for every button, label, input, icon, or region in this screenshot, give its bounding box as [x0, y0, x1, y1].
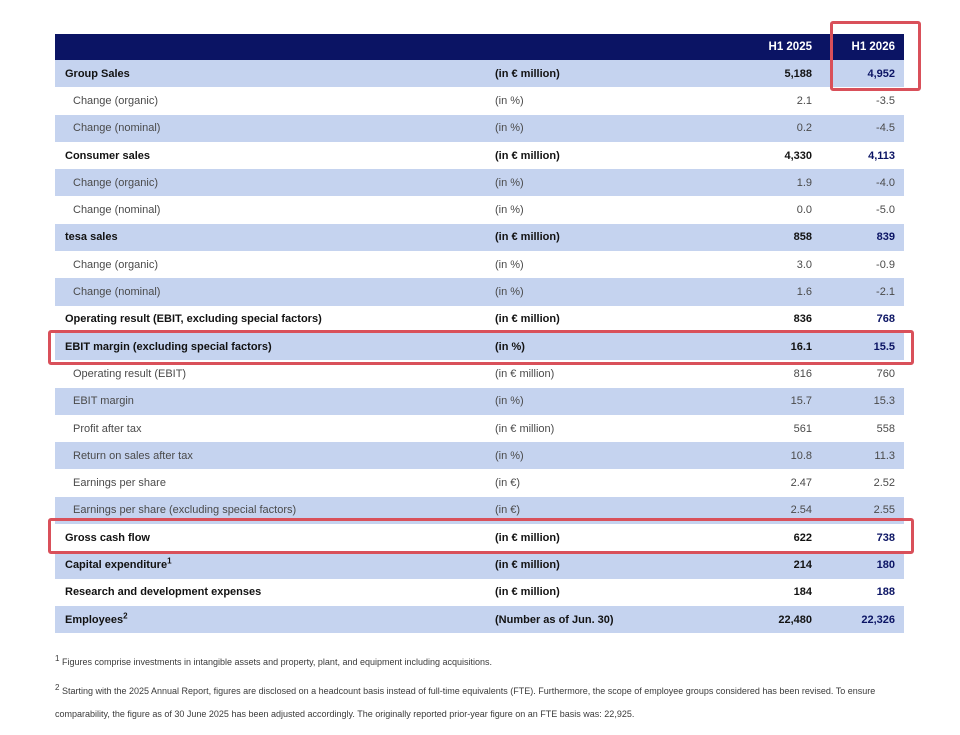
value-h1-2025: 214	[732, 551, 822, 578]
table-row	[55, 333, 904, 360]
table-row	[55, 551, 904, 578]
row-label-cell	[55, 333, 485, 360]
row-label: Gross cash flow	[65, 531, 150, 544]
value-h1-2026: 839	[822, 224, 904, 251]
footnote-marker: 2	[55, 683, 60, 692]
value-h1-2026: 11.3	[822, 442, 904, 469]
table-row	[55, 388, 904, 415]
row-unit: (in €)	[485, 469, 732, 496]
value-h1-2026: 738	[822, 524, 904, 551]
value-h1-2026: -5.0	[822, 196, 904, 223]
row-label: Return on sales after tax	[73, 449, 193, 462]
row-label-cell	[55, 115, 485, 142]
value-h1-2025: 1.9	[732, 169, 822, 196]
row-label: Change (nominal)	[73, 286, 161, 299]
footnote-text: Figures comprise investments in intangible assets and property, plant, and equipment including acquisitions.	[61, 657, 493, 667]
row-label: Change (nominal)	[73, 204, 161, 217]
value-h1-2025: 561	[732, 415, 822, 442]
row-label-cell	[55, 579, 485, 606]
row-unit: (in € million)	[485, 60, 732, 87]
key-figures-table	[55, 34, 904, 633]
value-h1-2026: -4.0	[822, 169, 904, 196]
table-row	[55, 306, 904, 333]
value-h1-2026: 4,952	[822, 60, 904, 87]
row-label: Operating result (EBIT)	[73, 367, 187, 380]
value-h1-2026: 22,326	[822, 606, 904, 633]
value-h1-2026: 2.55	[822, 497, 904, 524]
table-row	[55, 360, 904, 387]
value-h1-2025: 0.0	[732, 196, 822, 223]
row-unit: (in %)	[485, 196, 732, 223]
header-label-column	[55, 34, 485, 60]
table-row	[55, 60, 904, 87]
footnote-text: Starting with the 2025 Annual Report, figures are disclosed on a headcount basis instead of full-time equivalents (FTE). Furthermore, the scope of employee groups considered has been revised. To ensure comparability, the figure as of 30 June 2025 has been adjusted accordingly. The originally reported prior-year figure on an FTE basis was: 22,925.	[55, 686, 876, 719]
row-label-cell	[55, 278, 485, 305]
row-unit: (in € million)	[485, 551, 732, 578]
row-unit: (in %)	[485, 278, 732, 305]
value-h1-2026: -0.9	[822, 251, 904, 278]
row-unit: (in %)	[485, 388, 732, 415]
header-unit-column	[485, 34, 732, 60]
value-h1-2025: 2.1	[732, 87, 822, 114]
value-h1-2025: 622	[732, 524, 822, 551]
row-unit: (in %)	[485, 169, 732, 196]
row-label-cell	[55, 497, 485, 524]
table-row	[55, 415, 904, 442]
row-label: Earnings per share (excluding special factors)	[73, 504, 297, 517]
row-unit: (in € million)	[485, 579, 732, 606]
value-h1-2025: 22,480	[732, 606, 822, 633]
row-label: Consumer sales	[65, 149, 150, 162]
value-h1-2025: 2.47	[732, 469, 822, 496]
row-label-cell	[55, 388, 485, 415]
footnote-reference: 1	[167, 556, 172, 566]
value-h1-2026: 15.3	[822, 388, 904, 415]
footnote-reference: 2	[123, 610, 128, 620]
footnote-2	[55, 680, 905, 726]
table-row	[55, 224, 904, 251]
table-row	[55, 469, 904, 496]
row-label-cell	[55, 87, 485, 114]
value-h1-2026: -4.5	[822, 115, 904, 142]
value-h1-2026: 180	[822, 551, 904, 578]
row-label-cell	[55, 60, 485, 87]
value-h1-2025: 10.8	[732, 442, 822, 469]
row-unit: (in %)	[485, 87, 732, 114]
table-row	[55, 196, 904, 223]
table-row	[55, 169, 904, 196]
row-label: Capital expenditure	[65, 558, 168, 571]
row-unit: (in € million)	[485, 306, 732, 333]
row-label: Operating result (EBIT, excluding special factors)	[65, 313, 322, 326]
row-label: EBIT margin	[73, 395, 134, 408]
row-label-cell	[55, 442, 485, 469]
value-h1-2025: 16.1	[732, 333, 822, 360]
row-unit: (in €)	[485, 497, 732, 524]
table-row	[55, 142, 904, 169]
row-unit: (in %)	[485, 442, 732, 469]
value-h1-2025: 2.54	[732, 497, 822, 524]
table-row	[55, 524, 904, 551]
value-h1-2026: 188	[822, 579, 904, 606]
row-label: EBIT margin (excluding special factors)	[65, 340, 272, 353]
value-h1-2026: 2.52	[822, 469, 904, 496]
header-h1-2025: H1 2025	[732, 34, 822, 60]
table-row	[55, 442, 904, 469]
value-h1-2025: 5,188	[732, 60, 822, 87]
value-h1-2026: -2.1	[822, 278, 904, 305]
value-h1-2026: -3.5	[822, 87, 904, 114]
value-h1-2026: 768	[822, 306, 904, 333]
footnote-1	[55, 655, 905, 669]
value-h1-2025: 816	[732, 360, 822, 387]
row-label: Employees	[65, 613, 124, 626]
value-h1-2025: 0.2	[732, 115, 822, 142]
row-unit: (in € million)	[485, 142, 732, 169]
row-label: Change (organic)	[73, 176, 158, 189]
row-label: Earnings per share	[73, 477, 166, 490]
row-label-cell	[55, 142, 485, 169]
value-h1-2025: 184	[732, 579, 822, 606]
row-label-cell	[55, 415, 485, 442]
table-row	[55, 278, 904, 305]
value-h1-2026: 4,113	[822, 142, 904, 169]
row-unit: (in %)	[485, 251, 732, 278]
row-label-cell	[55, 306, 485, 333]
row-unit: (in € million)	[485, 524, 732, 551]
row-label-cell	[55, 606, 485, 633]
value-h1-2026: 558	[822, 415, 904, 442]
row-label-cell	[55, 169, 485, 196]
table-row	[55, 87, 904, 114]
row-label: Profit after tax	[73, 422, 142, 435]
row-unit: (Number as of Jun. 30)	[485, 606, 732, 633]
row-label: Research and development expenses	[65, 586, 262, 599]
table-row	[55, 579, 904, 606]
table-row	[55, 115, 904, 142]
row-label: Change (organic)	[73, 94, 158, 107]
row-unit: (in %)	[485, 115, 732, 142]
row-label: Group Sales	[65, 67, 130, 80]
table-row	[55, 606, 904, 633]
row-label: Change (organic)	[73, 258, 158, 271]
row-label: tesa sales	[65, 231, 118, 244]
value-h1-2026: 15.5	[822, 333, 904, 360]
table-row	[55, 497, 904, 524]
value-h1-2025: 4,330	[732, 142, 822, 169]
row-label: Change (nominal)	[73, 122, 161, 135]
value-h1-2025: 1.6	[732, 278, 822, 305]
table-row	[55, 251, 904, 278]
row-label-cell	[55, 196, 485, 223]
row-unit: (in € million)	[485, 360, 732, 387]
value-h1-2026: 760	[822, 360, 904, 387]
value-h1-2025: 858	[732, 224, 822, 251]
value-h1-2025: 3.0	[732, 251, 822, 278]
value-h1-2025: 15.7	[732, 388, 822, 415]
header-h1-2026: H1 2026	[822, 34, 904, 60]
table-header-row	[55, 34, 904, 60]
footnote-marker: 1	[55, 654, 60, 663]
row-label-cell	[55, 524, 485, 551]
row-label-cell	[55, 469, 485, 496]
row-unit: (in € million)	[485, 224, 732, 251]
row-label-cell	[55, 224, 485, 251]
row-label-cell	[55, 360, 485, 387]
row-unit: (in € million)	[485, 415, 732, 442]
row-label-cell	[55, 551, 485, 578]
row-label-cell	[55, 251, 485, 278]
row-unit: (in %)	[485, 333, 732, 360]
value-h1-2025: 836	[732, 306, 822, 333]
